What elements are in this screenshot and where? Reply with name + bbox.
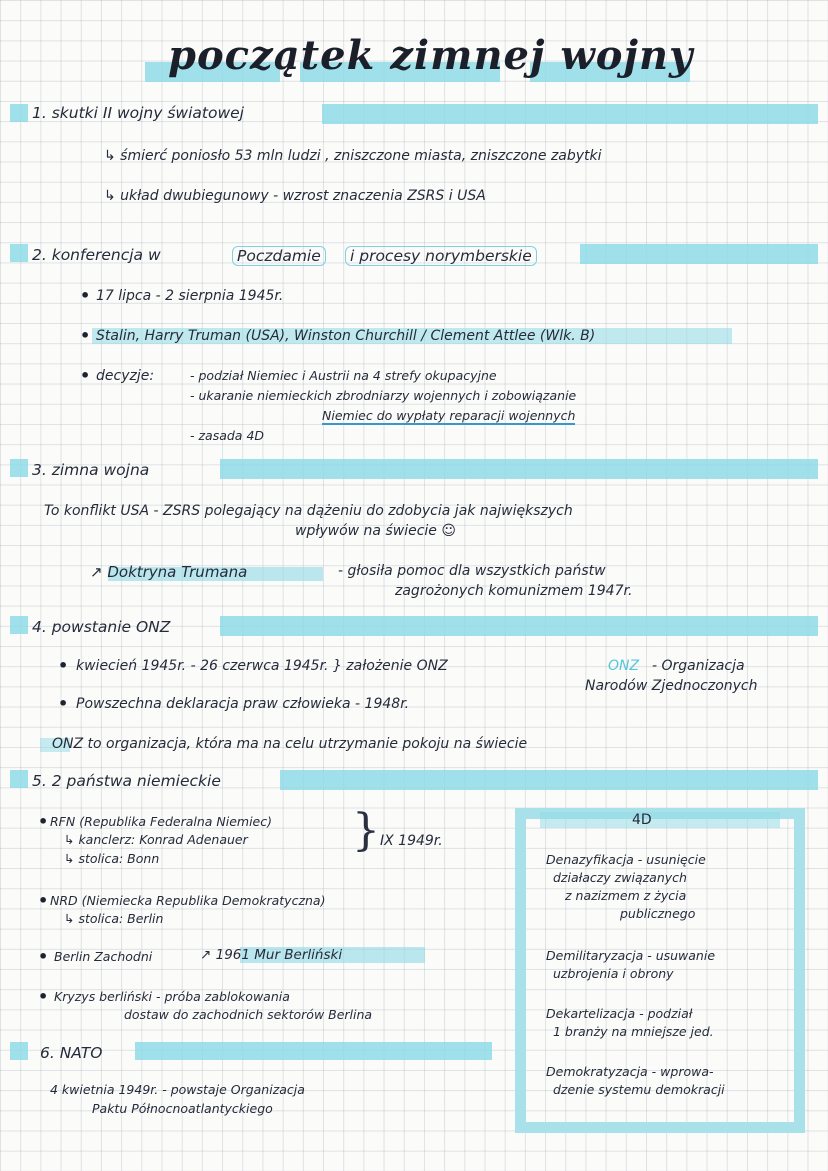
box-4d-item-4-l2: dzenie systemu demokracji [553,1082,725,1097]
s1-line-2: ↳ układ dwubiegunowy - wzrost znaczenia ZSRS i USA [104,188,486,204]
box-4d-item-2-l1: Demilitaryzacja - usuwanie [546,948,716,963]
s1-bar-left [10,104,28,122]
box-4d-item-3-l1: Dekartelizacja - podział [546,1006,693,1021]
s4-onz-2: Narodów Zjednoczonych [585,678,758,694]
s5-rfn-k: ↳ kanclerz: Konrad Adenauer [64,832,248,847]
s4-b1: kwiecień 1945r. - 26 czerwca 1945r. } założenie ONZ [76,658,448,674]
s5-bullet-1: • [38,812,49,831]
s5-bullet-2: • [38,891,49,910]
s2-decisions-label: decyzje: [96,368,155,384]
s2-heading-a: 2. konferencja w [32,246,161,264]
s4-onz-abbr: ONZ [608,658,640,674]
box-4d-item-4-l1: Demokratyzacja - wprowa- [546,1064,714,1079]
s5-crisis-2: dostaw do zachodnich sektorów Berlina [124,1007,373,1022]
box-4d-item-3-l2: 1 branży na mniejsze jed. [553,1024,714,1039]
s4-bullet-1: • [58,656,69,675]
s5-rfn: RFN (Republika Federalna Niemiec) [50,814,272,829]
s2-bullet-2: • [80,326,91,345]
s2-bullet-1: • [80,286,91,305]
s2-people: Stalin, Harry Truman (USA), Winston Churchill / Clement Attlee (Wlk. B) [96,328,596,344]
box-4d-item-1-l4: publicznego [620,906,696,921]
box-4d-item-1-l2: działaczy związanych [553,870,687,885]
s4-bar-left [10,616,28,634]
s3-truman-1: - głosiła pomoc dla wszystkich państw [338,563,606,579]
s5-bar-left [10,770,28,788]
s2-decision-4: - zasada 4D [190,428,265,443]
s6-l2: Paktu Północnoatlantyckiego [92,1101,273,1116]
box-4d-title: 4D [632,812,652,828]
s2-heading-c: i procesy norymberskie [345,246,537,266]
s3-def-1: To konflikt USA - ZSRS polegający na dążeniu do zdobycia jak największych [44,503,573,519]
s5-nrd-s: ↳ stolica: Berlin [64,911,164,926]
s3-heading: 3. zimna wojna [32,461,150,479]
s2-decision-3: Niemiec do wypłaty reparacji wojennych [322,408,576,423]
s2-date: 17 lipca - 2 sierpnia 1945r. [96,288,284,304]
box-4d-item-1-l3: z nazizmem z życia [565,888,687,903]
s5-berlin: Berlin Zachodni [54,949,153,964]
s5-heading: 5. 2 państwa niemieckie [32,772,221,790]
s5-bullet-3: • [38,947,49,966]
s4-b2: Powszechna deklaracja praw człowieka - 1948r. [76,696,410,712]
s3-truman-2: zagrożonych komunizmem 1947r. [395,583,633,599]
s4-def: ONZ to organizacja, która ma na celu utrzymanie pokoju na świecie [52,736,528,752]
s3-bar-right [220,459,818,479]
s6-heading: 6. NATO [40,1044,103,1062]
s2-heading-b: Poczdamie [232,246,326,266]
box-4d-item-2-l2: uzbrojenia i obrony [553,966,674,981]
box-4d-title-bar [540,812,780,828]
s2-bullet-3: • [80,366,91,385]
s5-crisis-1: Kryzys berliński - próba zablokowania [54,989,290,1004]
s1-line-1: ↳ śmierć poniosło 53 mln ludzi , zniszczone miasta, zniszczone zabytki [104,148,602,164]
s4-onz-1: - Organizacja [652,658,745,674]
s2-decision-1: - podział Niemiec i Austrii na 4 strefy okupacyjne [190,368,497,383]
s2-bar-right [580,244,818,264]
s4-heading: 4. powstanie ONZ [32,618,171,636]
page-title: początek zimnej wojny [168,32,694,79]
s3-def-2: wpływów na świecie ☺ [295,523,456,539]
s3-bar-left [10,459,28,477]
s3-truman-label: ↗ Doktryna Trumana [90,563,248,581]
s5-bar-right [280,770,818,790]
s6-bar-right [135,1042,492,1060]
s5-brace: } [352,805,380,856]
s6-bar-left [10,1042,28,1060]
s2-decision-2: - ukaranie niemieckich zbrodniarzy wojennych i zobowiązanie [190,388,577,403]
s6-l1: 4 kwietnia 1949r. - powstaje Organizacja [50,1082,305,1097]
s1-bar-right [322,104,818,124]
s5-rfn-s: ↳ stolica: Bonn [64,851,160,866]
s4-bullet-2: • [58,694,69,713]
s5-berlin-wall: ↗ 1961 Mur Berliński [200,947,343,963]
s4-bar-right [220,616,818,636]
box-4d-item-1-l1: Denazyfikacja - usunięcie [546,852,706,867]
s5-rfn-date: IX 1949r. [380,833,443,849]
s5-bullet-4: • [38,987,49,1006]
s2-bar-left [10,244,28,262]
s5-nrd: NRD (Niemiecka Republika Demokratyczna) [50,893,326,908]
s1-heading: 1. skutki II wojny światowej [32,104,244,122]
